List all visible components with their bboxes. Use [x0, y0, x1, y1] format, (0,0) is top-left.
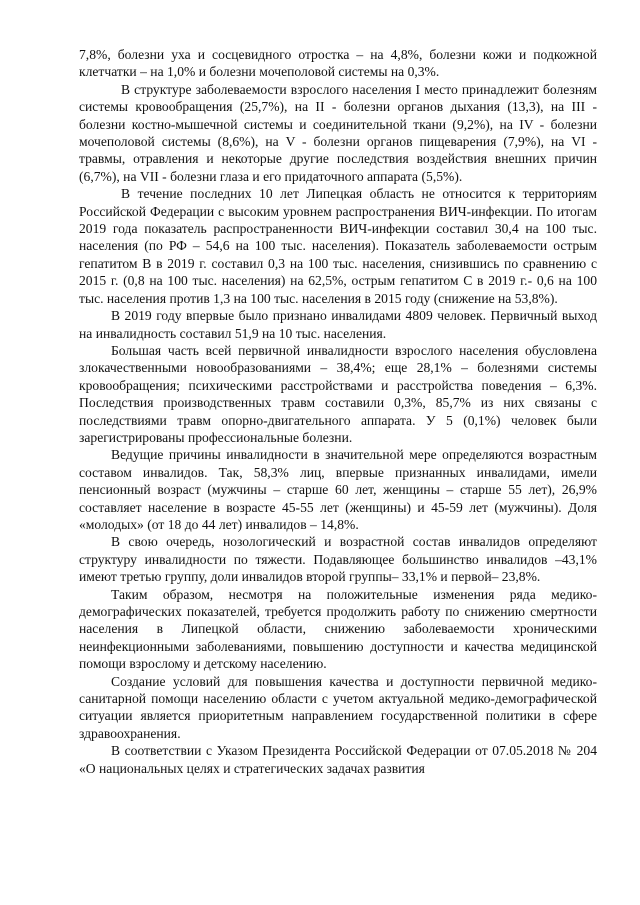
paragraph-hiv-hepatitis: В течение последних 10 лет Липецкая область не относится к территориям Российской Федерации с высоким уровнем распространения ВИЧ-инфекции. По итогам 2019 года показатель распространенности ВИЧ-инфекции составил 30,4 на 100 тыс. населения (по РФ – 54,6 на 100 тыс. населения). Показатель заболеваемости острым гепатитом В в 2019 г. составил 0,3 на 100 тыс. населения, снизившись по сравнению с 2015 г. (0,8 на 100 тыс. населения) на 62,5%, острым гепатитом С в 2019 г.- 0,6 на 100 тыс. населения против 1,3 на 100 тыс. населения в 2015 году (снижение на 53,8%). — [79, 186, 597, 306]
paragraph-adult-morbidity-structure: В структуре заболеваемости взрослого населения I место принадлежит болезням системы кровообращения (25,7%), на II - болезни органов дыхания (13,3), на III - болезни костно-мышечной системы и соединительной ткани (9,2%), на IV - болезни мочеполовой системы (8,6%), на V - болезни органов пищеварения (7,9%), на VI - травмы, отравления и некоторые другие последствия воздействия внешних причин (6,7%), на VII - болезни глаза и его придаточного аппарата (5,5%). — [79, 81, 597, 184]
paragraph-primary-care: Создание условий для повышения качества и доступности первичной медико-санитарной помощи населению области с учетом актуальной медико-демографической ситуации является приоритетным направлением государственной политики в сфере здравоохранения. — [79, 673, 597, 741]
paragraph-disability-age: Ведущие причины инвалидности в значительной мере определяются возрастным составом инвалидов. Так, 58,3% лиц, впервые признанных инвалидами, имели пенсионный возраст (мужчины – старше 60 лет, женщины – старше 55 лет), 26,9% составляет население в возрасте 45-55 лет (женщины) и 45-59 лет (мужчины). Доля «молодых» (от 18 до 44 лет) инвалидов – 14,8%. — [79, 447, 597, 532]
paragraph-conclusion: Таким образом, несмотря на положительные изменения ряда медико-демографических показателей, требуется продолжить работу по снижению смертности населения в Липецкой области, снижению заболеваемости хроническими неинфекционными заболеваниями, повышению доступности и качества медицинской помощи взрослому и детскому населению. — [79, 586, 597, 672]
paragraph-presidential-decree: В соответствии с Указом Президента Российской Федерации от 07.05.2018 № 204 «О национальных целях и стратегических задачах развития — [79, 743, 597, 776]
paragraph-diseases-continued: 7,8%, болезни уха и сосцевидного отростка – на 4,8%, болезни кожи и подкожной клетчатки – на 1,0% и болезни мочеполовой системы на 0,3%. — [79, 47, 597, 80]
paragraph-disability-2019: В 2019 году впервые было признано инвалидами 4809 человек. Первичный выход на инвалидность составил 51,9 на 10 тыс. населения. — [79, 308, 597, 341]
paragraph-disability-severity: В свою очередь, нозологический и возрастной состав инвалидов определяют структуру инвалидности по тяжести. Подавляющее большинство инвалидов –43,1% имеют третью группу, доли инвалидов второй группы– 33,1% и первой– 23,8%. — [79, 534, 597, 585]
paragraph-primary-disability-causes: Большая часть всей первичной инвалидности взрослого населения обусловлена злокачественными новообразованиями – 38,4%; еще 28,1% – болезнями системы кровообращения; психическими расстройствами и расстройства поведения – 6,3%. Последствия производственных травм составили 0,3%, 85,7% из них связаны с последствиями травм опорно-двигательного аппарата. У 5 (0,1%) человек были зарегистрированы профессиональные болезни. — [79, 342, 597, 445]
document-page — [79, 46, 597, 777]
